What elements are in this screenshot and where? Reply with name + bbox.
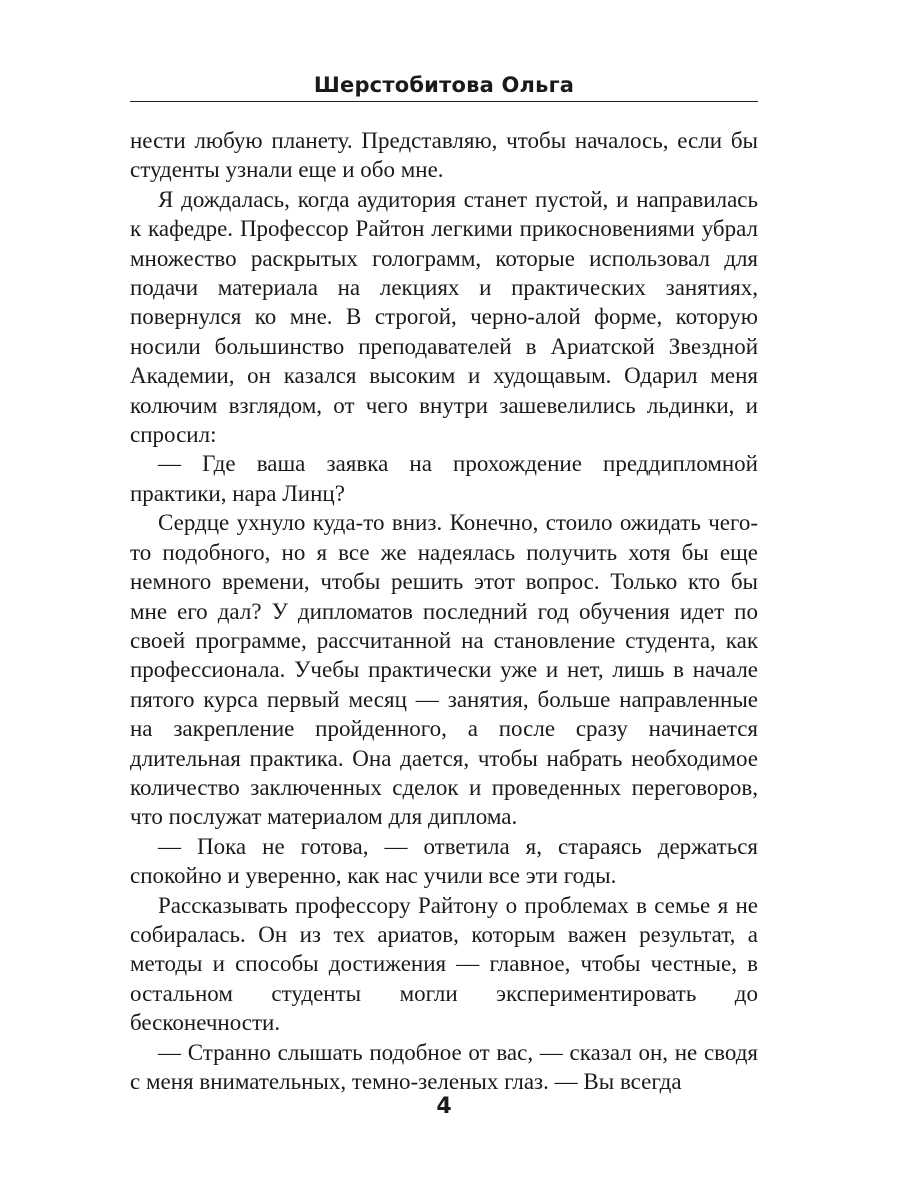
page-body (130, 126, 758, 1096)
paragraph-continued: нести любую планету. Представляю, чтобы началось, если бы студенты узнали еще и обо мне. (130, 128, 758, 183)
running-header-author: Шерстобитова Ольга (313, 73, 575, 97)
dialogue-paragraph: — Странно слышать подобное от вас, — сказал он, не сводя с меня внимательных, темно-зеленых глаз. — Вы всегда (130, 1039, 758, 1094)
header-divider (130, 101, 758, 102)
paragraph: Я дождалась, когда аудитория станет пустой, и направилась к кафедре. Профессор Райтон легкими прикосновениями убрал множество раскрытых голограмм, которые использовал для подачи материала на лекциях и практических занятиях, повернулся ко мне. В строгой, черно-алой форме, которую носили большинство преподавателей в Ариатской Звездной Академии, он казался высоким и худощавым. Одарил меня колючим взглядом, от чего внутри зашевелились льдинки, и спросил: (130, 186, 758, 448)
page-number: 4 (436, 1094, 452, 1119)
paragraph: Сердце ухнуло куда-то вниз. Конечно, стоило ожидать чего-то подобного, но я все же надеялась получить хотя бы еще немного времени, чтобы решить этот вопрос. Только кто бы мне его дал? У дипломатов последний год обучения идет по своей программе, рассчитанной на становление студента, как профессионала. Учебы практически уже и нет, лишь в начале пятого курса первый месяц — занятия, больше направленные на закрепление пройденного, а после сразу начинается длительная практика. Она дается, чтобы набрать необходимое количество заключенных сделок и проведенных переговоров, что послужат материалом для диплома. (130, 510, 758, 830)
paragraph: Рассказывать профессору Райтону о проблемах в семье я не собиралась. Он из тех ариатов, которым важен результат, а методы и способы достижения — главное, чтобы честные, в остальном студенты могли экспериментировать до бесконечности. (130, 892, 758, 1036)
dialogue-paragraph: — Пока не готова, — ответила я, стараясь держаться спокойно и уверенно, как нас учили все эти годы. (130, 833, 758, 889)
dialogue-paragraph: — Где ваша заявка на прохождение преддипломной практики, нара Линц? (130, 451, 758, 506)
